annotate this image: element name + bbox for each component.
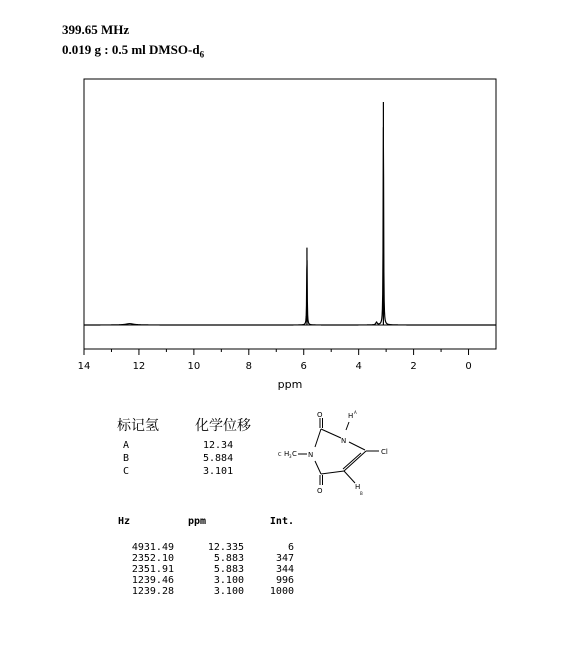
table-row bbox=[100, 553, 294, 564]
sample-subscript: 6 bbox=[199, 49, 205, 60]
bond-n3-c2 bbox=[315, 429, 321, 447]
table-row bbox=[100, 586, 294, 597]
atom-o-top: O bbox=[317, 411, 323, 419]
atom-n-left: N bbox=[308, 451, 314, 459]
cell-int: 996 bbox=[275, 575, 294, 586]
cell-ppm: 5.883 bbox=[213, 553, 244, 564]
spectrum-trace bbox=[84, 102, 496, 325]
atom-h-top-tag: A bbox=[354, 410, 357, 415]
cell-hz: 1239.28 bbox=[131, 586, 174, 597]
sample-text: 0.019 g : 0.5 ml DMSO-d bbox=[62, 42, 200, 57]
x-tick-label: 12 bbox=[132, 361, 146, 372]
cell-hz: 1239.46 bbox=[131, 575, 174, 586]
atom-o-bottom: O bbox=[317, 487, 323, 495]
x-tick-label: 6 bbox=[300, 361, 307, 372]
assignment-label-c: C bbox=[123, 466, 130, 477]
bond-c2-n1 bbox=[321, 429, 341, 438]
bond-c4-n3 bbox=[315, 461, 321, 474]
cell-ppm: 5.883 bbox=[213, 564, 244, 575]
assignment-shift-c: 3.101 bbox=[203, 466, 234, 477]
x-tick-label: 10 bbox=[187, 361, 201, 372]
cell-ppm: 3.100 bbox=[213, 575, 244, 586]
assignment-label-a: A bbox=[123, 440, 130, 451]
methyl-tag: C bbox=[278, 452, 282, 458]
assignment-shift-b: 5.884 bbox=[203, 453, 234, 464]
cell-hz: 4931.49 bbox=[131, 542, 174, 553]
bond-c6-c5-double bbox=[343, 453, 361, 469]
cell-int: 1000 bbox=[269, 586, 294, 597]
plot-frame bbox=[84, 79, 496, 349]
spectrometer-frequency: 399.65 MHz bbox=[62, 22, 130, 37]
atom-n-top: N bbox=[341, 437, 347, 445]
methyl-h: H bbox=[284, 450, 290, 458]
table-row bbox=[100, 564, 294, 575]
peak-table bbox=[100, 516, 294, 597]
methyl-sub: 3 bbox=[289, 454, 292, 459]
molecular-structure bbox=[270, 405, 400, 500]
peak-table-header bbox=[100, 516, 294, 542]
header-ppm: ppm bbox=[188, 516, 207, 527]
assignment-header-shift: 化学位移 bbox=[195, 418, 251, 434]
assignment-shift-a: 12.34 bbox=[203, 440, 234, 451]
cell-hz: 2352.10 bbox=[131, 553, 174, 564]
x-axis-ticks bbox=[78, 349, 472, 372]
x-tick-label: 14 bbox=[77, 361, 91, 372]
atom-h-top: H bbox=[348, 412, 354, 420]
table-row bbox=[100, 542, 294, 553]
cell-int: 347 bbox=[275, 553, 294, 564]
x-tick-label: 4 bbox=[355, 361, 362, 372]
x-tick-label: 8 bbox=[245, 361, 252, 372]
assignment-label-b: B bbox=[123, 453, 130, 464]
bond-n1-c6 bbox=[349, 442, 365, 450]
x-tick-label: 2 bbox=[410, 361, 417, 372]
header-hz: Hz bbox=[118, 516, 131, 527]
x-axis-label: ppm bbox=[277, 378, 303, 391]
assignment-header-label: 标记氢 bbox=[117, 418, 159, 434]
cell-hz: 2351.91 bbox=[131, 564, 174, 575]
header-int: Int. bbox=[269, 516, 294, 527]
atom-h-bottom-tag: B bbox=[360, 491, 363, 496]
x-tick-label: 0 bbox=[465, 361, 472, 372]
atom-cl: Cl bbox=[381, 448, 388, 456]
bond-c6-c5 bbox=[344, 451, 366, 471]
methyl-c: C bbox=[292, 450, 297, 458]
atom-h-bottom: H bbox=[355, 483, 361, 491]
cell-int: 6 bbox=[287, 542, 294, 553]
bond-c5-c4 bbox=[321, 471, 344, 474]
cell-ppm: 3.100 bbox=[213, 586, 244, 597]
cell-ppm: 12.335 bbox=[207, 542, 244, 553]
bond-c5-h bbox=[344, 471, 355, 483]
table-row bbox=[100, 575, 294, 586]
cell-int: 344 bbox=[275, 564, 294, 575]
bond-n1-h bbox=[346, 422, 349, 430]
